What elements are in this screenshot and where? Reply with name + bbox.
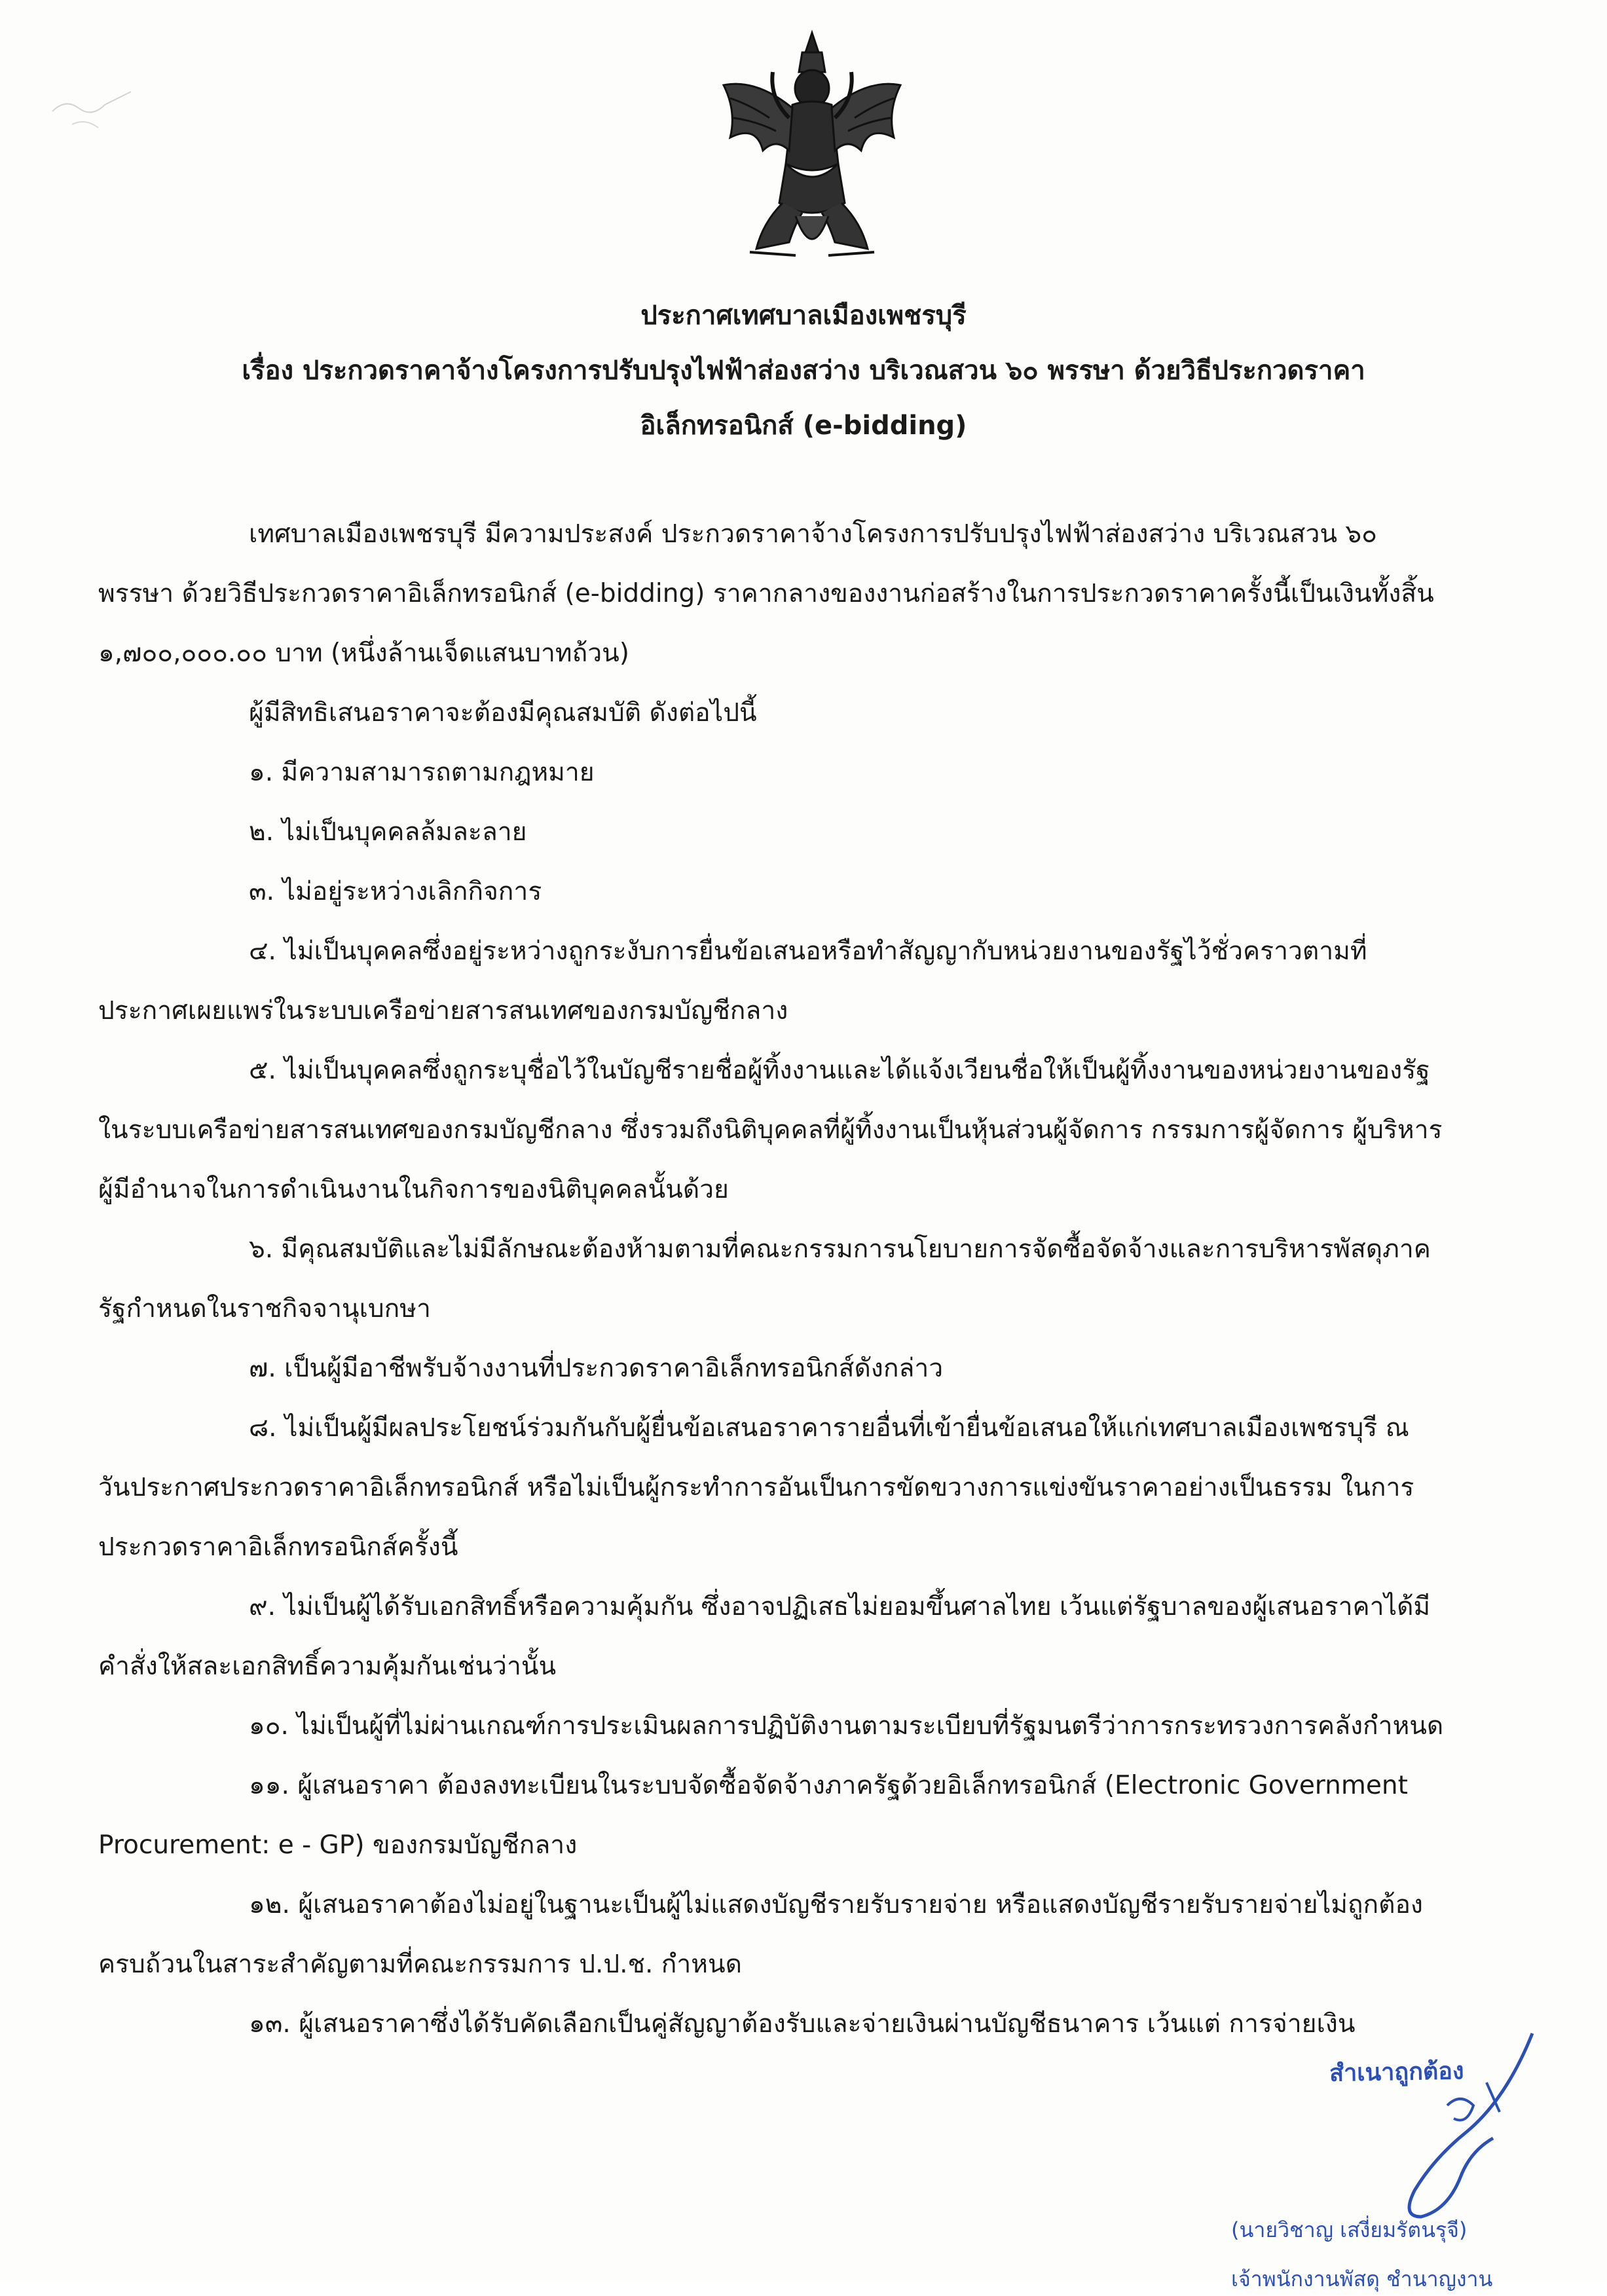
list-item-9: ๙. ไม่เป็นผู้ได้รับเอกสิทธิ์หรือความคุ้มกัน ซึ่งอาจปฏิเสธไม่ยอมขึ้นศาลไทย เว้นแต่รัฐบาลของผู้เสนอราคาได้มีคำสั่งให้สละเอกสิทธิ์ความคุ้มกันเช่นว่านั้น bbox=[98, 1592, 1431, 1681]
certified-copy-label: สำเนาถูกต้อง bbox=[1329, 2058, 1464, 2087]
list-item-10: ๑๐. ไม่เป็นผู้ที่ไม่ผ่านเกณฑ์การประเมินผลการปฏิบัติงานตามระเบียบที่รัฐมนตรีว่าการกระทรวงการคลังกำหนด bbox=[249, 1711, 1444, 1741]
list-item-11: ๑๑. ผู้เสนอราคา ต้องลงทะเบียนในระบบจัดซื้อจัดจ้างภาครัฐด้วยอิเล็กทรอนิกส์ (Electronic Government Procurement: e - GP) ของกรมบัญชีกลาง bbox=[98, 1771, 1408, 1860]
list-item-4: ๔. ไม่เป็นบุคคลซึ่งอยู่ระหว่างถูกระงับการยื่นข้อเสนอหรือทำสัญญากับหน่วยงานของรัฐไว้ชั่วคราวตามที่ประกาศเผยแพร่ในระบบเครือข่ายสารสนเทศของกรมบัญชีกลาง bbox=[98, 936, 1367, 1026]
signer-name: (นายวิชาญ เสงี่ยมรัตนรุจี) bbox=[1231, 2217, 1468, 2242]
announcement-subject-cont: อิเล็กทรอนิกส์ (e-bidding) bbox=[640, 411, 967, 441]
list-item-3: ๓. ไม่อยู่ระหว่างเลิกกิจการ bbox=[249, 877, 542, 906]
announcement-header bbox=[79, 288, 1528, 453]
announcement-issuer: ประกาศเทศบาลเมืองเพชรบุรี bbox=[640, 301, 967, 331]
list-item-7: ๗. เป็นผู้มีอาชีพรับจ้างงานที่ประกวดราคาอิเล็กทรอนิกส์ดังกล่าว bbox=[249, 1354, 944, 1383]
announcement-subject: เรื่อง ประกวดราคาจ้างโครงการปรับปรุงไฟฟ้าส่องสว่าง บริเวณสวน ๖๐ พรรษา ด้วยวิธีประกวดราคา bbox=[242, 356, 1365, 386]
list-item-1: ๑. มีความสามารถตามกฎหมาย bbox=[249, 758, 595, 787]
list-item-13: ๑๓. ผู้เสนอราคาซึ่งได้รับคัดเลือกเป็นคู่สัญญาต้องรับและจ่ายเงินผ่านบัญชีธนาคาร เว้นแต่ การจ่ายเงิน bbox=[249, 2009, 1356, 2039]
certified-copy-stamp bbox=[1231, 2020, 1572, 2291]
list-item-12: ๑๒. ผู้เสนอราคาต้องไม่อยู่ในฐานะเป็นผู้ไม่แสดงบัญชีรายรับรายจ่าย หรือแสดงบัญชีรายรับรายจ่ายไม่ถูกต้องครบถ้วนในสาระสำคัญตามที่คณะกรรมการ ป.ป.ช. กำหนด bbox=[98, 1890, 1423, 1979]
list-item-6: ๖. มีคุณสมบัติและไม่มีลักษณะต้องห้ามตามที่คณะกรรมการนโยบายการจัดซื้อจัดจ้างและการบริหารพัสดุภาครัฐกำหนดในราชกิจจานุเบกษา bbox=[98, 1234, 1431, 1324]
paragraph-qualifications-heading: ผู้มีสิทธิเสนอราคาจะต้องมีคุณสมบัติ ดังต่อไปนี้ bbox=[249, 698, 757, 728]
garuda-emblem-icon bbox=[711, 26, 914, 268]
margin-scribble-icon bbox=[46, 72, 157, 144]
list-item-8: ๘. ไม่เป็นผู้มีผลประโยชน์ร่วมกันกับผู้ยื่นข้อเสนอราคารายอื่นที่เข้ายื่นข้อเสนอให้แก่เทศบาลเมืองเพชรบุรี ณ วันประกาศประกวดราคาอิเล็กทรอนิกส์ หรือไม่เป็นผู้กระทำการอันเป็นการขัดขวางการแข่งขันราคาอย่างเป็นธรรม ในการประกวดราคาอิเล็กทรอนิกส์ครั้งนี้ bbox=[98, 1413, 1414, 1562]
list-item-2: ๒. ไม่เป็นบุคคลล้มละลาย bbox=[249, 817, 527, 847]
announcement-body bbox=[98, 504, 1447, 2054]
paragraph-intro: เทศบาลเมืองเพชรบุรี มีความประสงค์ ประกวดราคาจ้างโครงการปรับปรุงไฟฟ้าส่องสว่าง บริเวณสวน ๖๐ พรรษา ด้วยวิธีประกวดราคาอิเล็กทรอนิกส์ (e-bidding) ราคากลางของงานก่อสร้างในการประกวดราคาครั้งนี้เป็นเงินทั้งสิ้น ๑,๗๐๐,๐๐๐.๐๐ บาท (หนึ่งล้านเจ็ดแสนบาทถ้วน) bbox=[98, 519, 1434, 668]
list-item-5: ๕. ไม่เป็นบุคคลซึ่งถูกระบุชื่อไว้ในบัญชีรายชื่อผู้ทิ้งงานและได้แจ้งเวียนชื่อให้เป็นผู้ทิ้งงานของหน่วยงานของรัฐในระบบเครือข่ายสารสนเทศของกรมบัญชีกลาง ซึ่งรวมถึงนิติบุคคลที่ผู้ทิ้งงานเป็นหุ้นส่วนผู้จัดการ กรรมการผู้จัดการ ผู้บริหาร ผู้มีอำนาจในการดำเนินงานในกิจการของนิติบุคคลนั้นด้วย bbox=[98, 1056, 1443, 1204]
signer-position: เจ้าพนักงานพัสดุ ชำนาญงาน bbox=[1231, 2267, 1493, 2291]
